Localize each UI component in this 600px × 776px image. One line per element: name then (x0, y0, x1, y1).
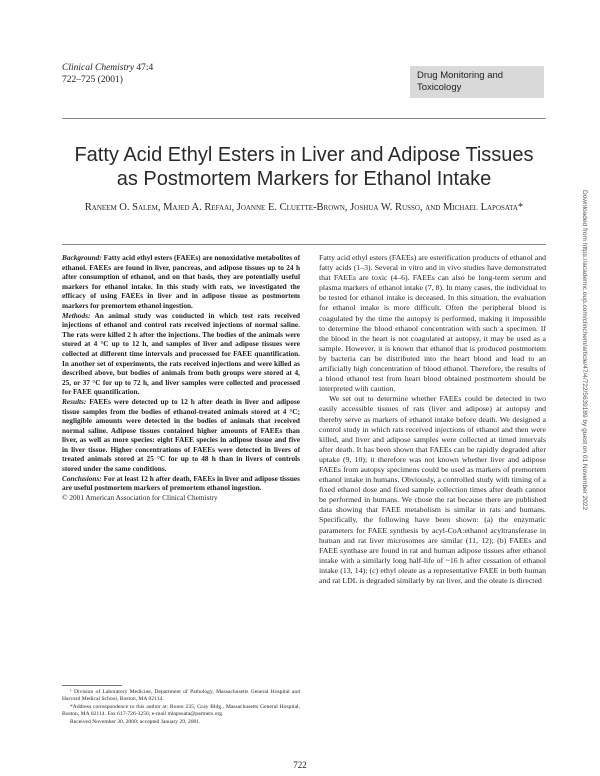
article-title: Fatty Acid Ethyl Esters in Liver and Adipose Tissues as Postmortem Markers for Ethanol Intake (74, 144, 534, 190)
section-label: Drug Monitoring and Toxicology (410, 66, 544, 98)
results-label: Results: (62, 396, 87, 406)
conclusions-label: Conclusions: (62, 473, 102, 483)
methods-label: Methods: (62, 310, 91, 320)
received-date: Received November 30, 2000; accepted January 29, 2001. (70, 718, 201, 725)
journal-citation (62, 62, 153, 86)
abstract (62, 253, 300, 502)
affiliation-footnote: ¹ Division of Laboratory Medicine, Department of Pathology, Massachusetts General Hospital and Harvard Medical School, Boston, MA 02114. (62, 689, 300, 703)
body-paragraph-1: Fatty acid ethyl esters (FAEEs) are esterification products of ethanol and fatty acids (1–3). Several in vitro and in vivo studies have demonstrated that FAEEs are toxic (4–6). FAEEs can also be long-term serum and plasma markers of ethanol intake (7, 8). In many cases, the individual to be tested for ethanol intake is deceased. In this situation, the evaluation for ethanol intake is more difficult. Often the peripheral blood is coagulated by the time the autopsy is performed, making it impossible to determine the blood ethanol concentration with such a specimen. If the blood in the heart is not coagulated at autopsy, it may be used as a sample. However, it is known that ethanol that is produced postmortem by bacteria can be distributed into the heart blood and lead to an artificially high concentration of blood ethanol. Therefore, the results of a blood ethanol test from heart blood obtained postmortem should be interpreted with caution. (319, 253, 546, 394)
footnotes (62, 689, 300, 726)
journal-name: Clinical Chemistry (62, 63, 135, 73)
header-rule (62, 118, 546, 119)
background-text: Fatty acid ethyl esters (FAEEs) are nonoxidative metabolites of ethanol. FAEEs are found in liver, pancreas, and adipose tissues up to 24 h after consumption of ethanol, and on that basis, they are potentially useful markers for ethanol intake. In this study with rats, we investigated the efficacy of using FAEEs in liver and in adipose tissue as postmortem markers for premortem ethanol ingestion. (62, 253, 301, 310)
title-rule (62, 244, 546, 245)
journal-pages-year: 722–725 (2001) (62, 75, 123, 85)
author-list: Raneem O. Salem, Majed A. Refaai, Joanne E. Cluette-Brown, Joshua W. Russo, and Michael Laposata* (84, 202, 524, 213)
page-number: 722 (293, 760, 307, 770)
background-label: Background: (62, 253, 102, 262)
conclusions-text: For at least 12 h after death, FAEEs in liver and adipose tissues are useful postmortem markers of premortem ethanol ingestion. (62, 473, 300, 493)
download-watermark: Downloaded from https://academic.oup.com/clinchem/article/47/4/722/5639189 by guest on 01 November 2022 (581, 190, 588, 511)
body-paragraph-2: We set out to determine whether FAEEs could be detected in two easily accessible tissues of rats (liver and adipose) at autopsy and thereby serve as markers of ethanol intake before death. We designed a control study in which rats received injections of ethanol and then were killed, and liver and adipose samples were collected at timed intervals after death. It has been shown that FAEEs can be rapidly degraded after uptake (9, 10); it therefore was not known whether liver and adipose FAEEs from autopsy specimens could be used as markers of premortem ethanol intake in humans. Obviously, a controlled study with timing of a fixed ethanol dose and fixed sample collection times after death cannot be performed in humans. We chose the rat because there are published data showing that FAEE metabolism is similar in rats and humans. Specifically, the following have been shown: (a) the enzymatic parameters for FAEE synthesis by acyl-CoA:ethanol acyltransferase in human and rat liver microsomes are similar (11, 12); (b) FAEEs and FAEE synthase are found in rat and human adipose tissues after ethanol intake with a similarly long half-life of ~16 h after cessation of ethanol intake (13, 14); (c) ethyl oleate as a representative FAEE in both human and rat LDL is degraded similarly by rat liver, and the oleate is directed (319, 394, 546, 585)
results-text: FAEEs were detected up to 12 h after death in liver and adipose tissue samples from the bodies of ethanol-treated animals stored at 4 °C; negligible amounts were detected in the bodies of animals that received normal saline. Adipose tissues contained higher amounts of FAEEs than liver, as well as more species: eight FAEE species in adipose tissue and five in liver tissue. Higher concentrations of FAEEs were detected in livers of treated animals stored at 25 °C for up to 48 h than in livers of controls stored under the same conditions. (62, 396, 300, 474)
methods-text: An animal study was conducted in which test rats received injections of ethanol and control rats received injections of normal saline. The rats were killed 2 h after the injections. The bodies of the animals were stored at 4 °C up to 12 h, and samples of liver and adipose tissues were collected at different time intervals and processed for FAEE quantification. In another set of experiments, the rats received injections and were killed as described above, but bodies of animals from both groups were stored at 4, 25, or 37 °C for up to 72 h, and liver samples were collected and processed for FAEE quantification. (62, 310, 300, 397)
copyright: © 2001 American Association for Clinical Chemistry (62, 492, 218, 502)
body-text (319, 253, 546, 586)
journal-issue: 47:4 (136, 63, 154, 73)
correspondence-footnote: *Address correspondence to this author at: Room 235, Gray Bldg., Massachusetts General Hospital, Boston, MA 02114. Fax 617-726-3256; e-mail mlaposata@partners.org. (62, 703, 300, 718)
footnote-rule (62, 685, 122, 686)
